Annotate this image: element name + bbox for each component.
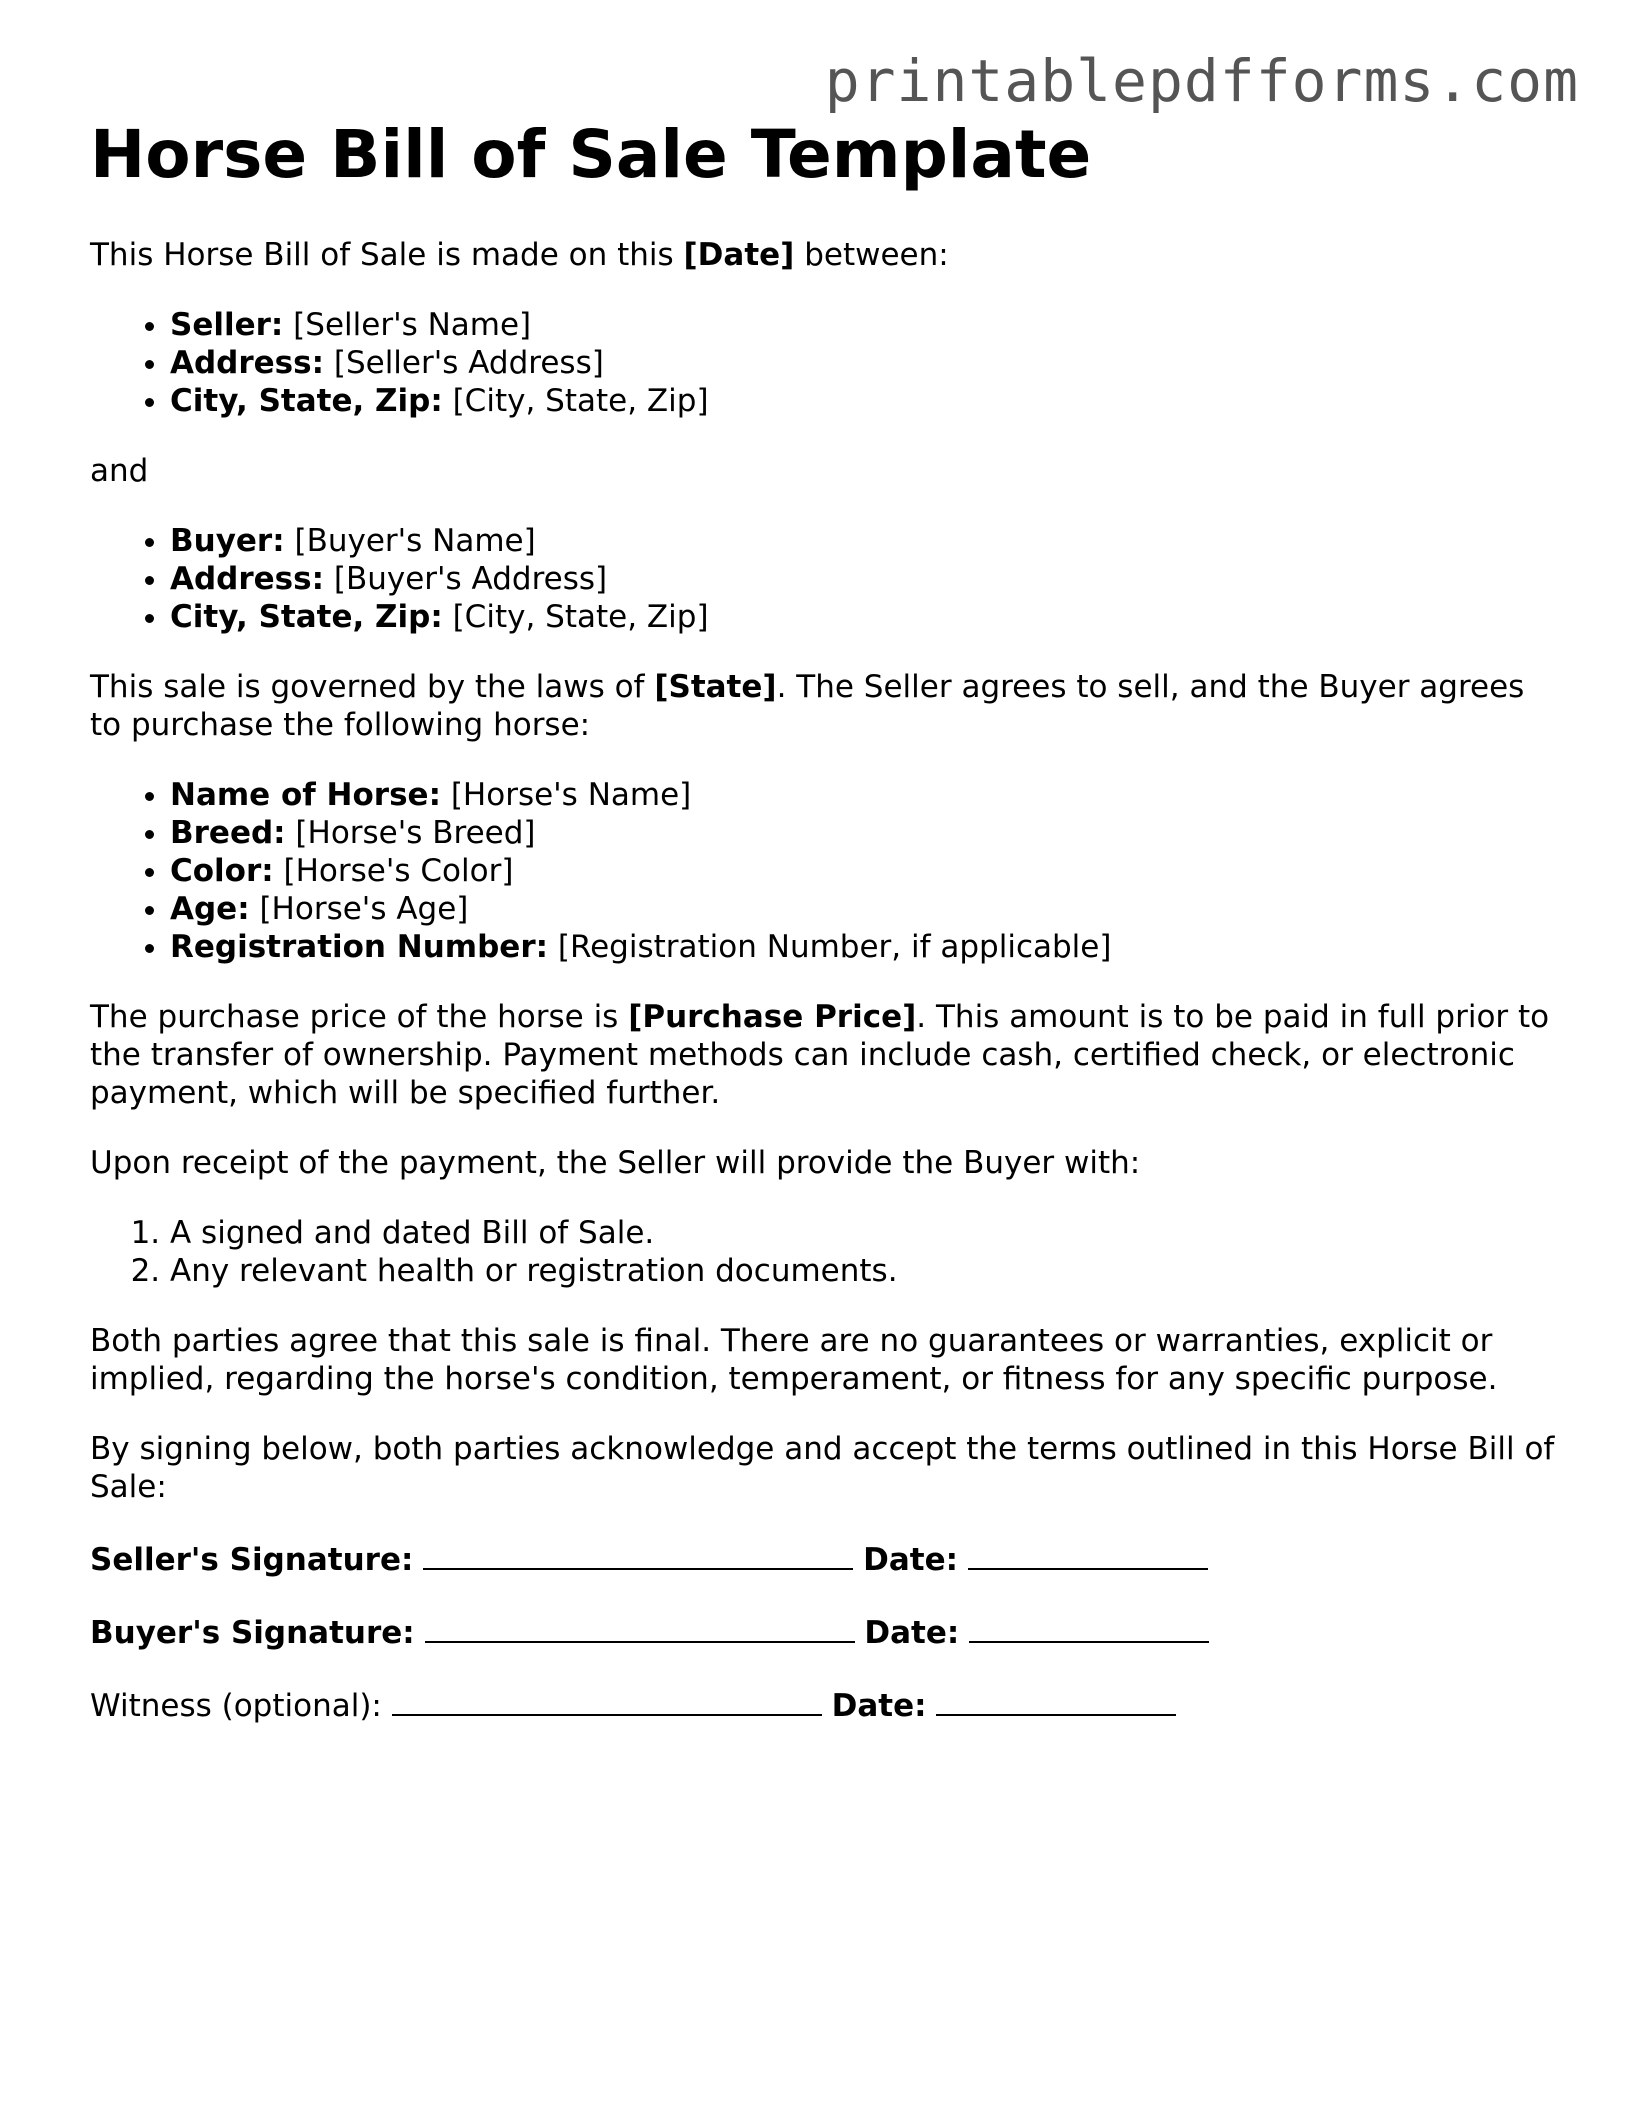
date-placeholder: [Date] [683,237,795,273]
field-value: [Seller's Name] [283,307,532,343]
price-placeholder: [Purchase Price] [628,999,917,1035]
field-label: Color: [170,853,274,889]
acknowledgement-paragraph: By signing below, both parties acknowledge and accept the terms outlined in this Horse Bill of Sale: [90,1431,1555,1505]
field-label: Registration Number: [170,929,549,965]
intro-prefix: This Horse Bill of Sale is made on this [90,237,684,273]
buyer-signature-field[interactable] [425,1611,855,1643]
list-item [170,382,1560,420]
field-value: [Horse's Color] [273,853,514,889]
seller-date-field[interactable] [968,1538,1208,1570]
state-placeholder: [State] [654,669,777,705]
page-title: Horse Bill of Sale Template [90,116,1092,193]
horse-details-list [90,776,1560,966]
list-item: 1. A signed and dated Bill of Sale. [170,1214,1560,1252]
field-value: [Horse's Name] [440,777,692,813]
price-suffix: . This amount is to be paid in full prior to the transfer of ownership. Payment methods can include cash, certified check, or electronic payment, which will be specified further. [90,999,1550,1111]
intro-paragraph [90,236,1560,274]
witness-signature-field[interactable] [392,1684,822,1716]
witness-signature-label: Witness (optional): [90,1688,382,1724]
field-value: [Horse's Age] [249,891,469,927]
seller-details-list [90,306,1560,420]
field-label: City, State, Zip: [170,599,443,635]
buyer-signature-line [90,1611,1560,1652]
seller-signature-line [90,1538,1560,1579]
seller-signature-label: Seller's Signature: [90,1542,414,1578]
date-label: Date: [831,1688,927,1724]
field-label: Address: [170,345,324,381]
buyer-details-list [90,522,1560,636]
witness-signature-line [90,1684,1560,1725]
field-label: Name of Horse: [170,777,441,813]
field-label: Seller: [170,307,284,343]
witness-date-field[interactable] [936,1684,1176,1716]
date-label: Date: [863,1542,959,1578]
receipt-paragraph: Upon receipt of the payment, the Seller will provide the Buyer with: [90,1145,1141,1181]
field-value: [City, State, Zip] [442,599,709,635]
field-value: [Registration Number, if applicable] [548,929,1112,965]
field-value: [Seller's Address] [324,345,604,381]
governing-law-paragraph [90,668,1560,744]
date-label: Date: [864,1615,960,1651]
field-value: [Buyer's Name] [284,523,536,559]
list-item [170,306,1560,344]
field-label: City, State, Zip: [170,383,443,419]
price-prefix: The purchase price of the horse is [90,999,629,1035]
and-text: and [90,453,149,489]
price-paragraph [90,998,1560,1112]
field-value: [City, State, Zip] [442,383,709,419]
list-item [170,852,1560,890]
buyer-signature-label: Buyer's Signature: [90,1615,415,1651]
final-sale-paragraph: Both parties agree that this sale is final. There are no guarantees or warranties, explicit or implied, regarding the horse's condition, temperament, or fitness for any specific purpose. [90,1323,1498,1397]
list-item [170,890,1560,928]
list-item [170,344,1560,382]
list-item [170,814,1560,852]
law-suffix: . The Seller agrees to sell, and the Buyer agrees to purchase the following horse: [90,669,1525,743]
documents-list [90,1214,1560,1290]
list-item [170,522,1560,560]
law-prefix: This sale is governed by the laws of [90,669,655,705]
intro-suffix: between: [794,237,949,273]
field-label: Age: [170,891,250,927]
field-value: [Buyer's Address] [324,561,608,597]
list-item: 2. Any relevant health or registration documents. [170,1252,1560,1290]
seller-signature-field[interactable] [423,1538,853,1570]
field-label: Breed: [170,815,286,851]
list-item [170,776,1560,814]
field-value: [Horse's Breed] [285,815,536,851]
list-item [170,928,1560,966]
field-label: Buyer: [170,523,285,559]
list-item [170,560,1560,598]
buyer-date-field[interactable] [969,1611,1209,1643]
field-label: Address: [170,561,324,597]
watermark: printablepdfforms.com [824,47,1579,115]
list-item [170,598,1560,636]
document-body [90,116,1560,1757]
